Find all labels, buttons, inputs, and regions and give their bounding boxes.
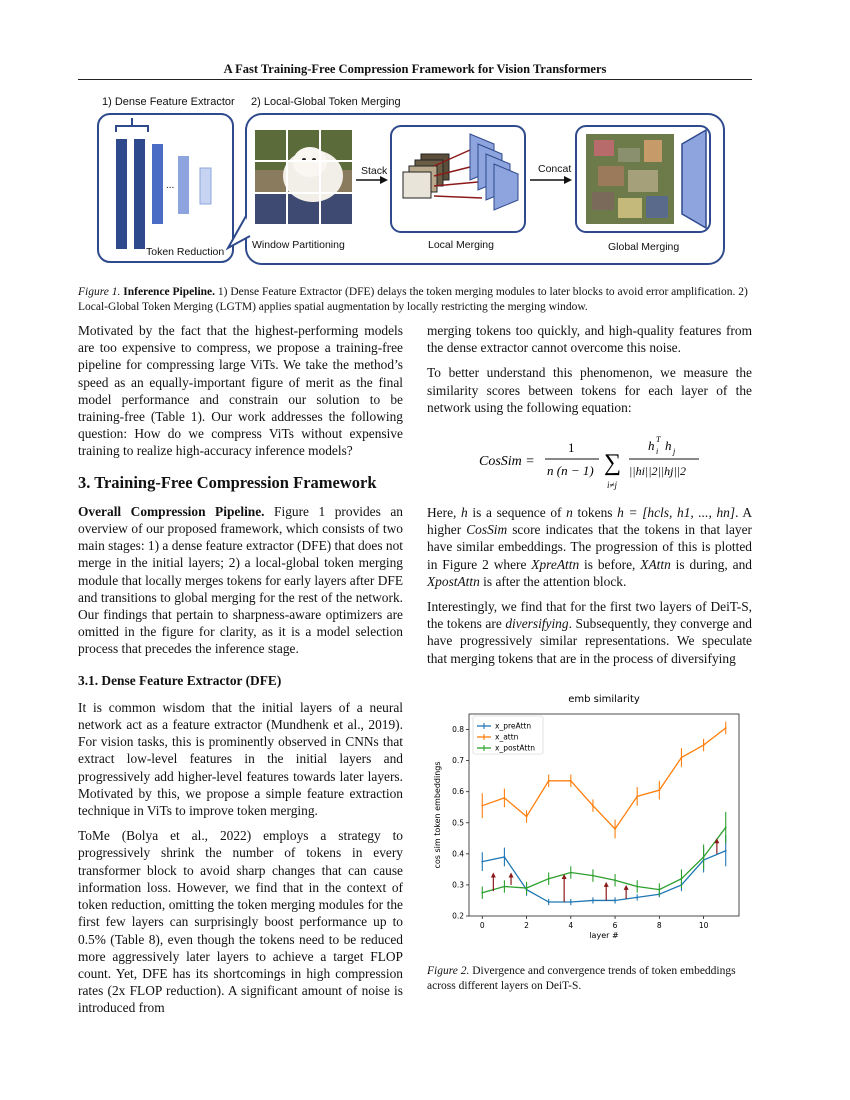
eq-frac-num-h2: h [665, 438, 672, 454]
window-partitioning-label: Window Partitioning [252, 239, 345, 251]
data-point-x_postAttn [703, 856, 705, 858]
header-rule [78, 79, 752, 80]
y-tick-label: 0.7 [452, 756, 464, 766]
y-tick-label: 0.3 [452, 880, 464, 890]
data-point-x_postAttn [481, 892, 483, 894]
data-point-x_preAttn [614, 900, 616, 902]
eq-frac-num-sub: i [656, 447, 659, 457]
left-paragraph-3: It is common wisdom that the initial layers of a neural network act as a feature extractor (Mundhenk et al., 2019). For vision tasks, this is prominently observed in CNNs that extract low-level features in the initial layers and progressively add higher-level features towards later layers. Motivated by this, we propose a simple feature extraction technique in ViTs to improve token merging. [78, 699, 403, 819]
data-point-x_attn [681, 757, 683, 759]
figure-2-caption [427, 964, 752, 994]
left-paragraph-4: ToMe (Bolya et al., 2022) employs a strategy to progressively shrink the number of tokens in every transformer block to avoid sharp changes that can cause information loss. However, we find that in the context of token reduction, omitting the token merging modules for the first few layers can surprisingly boost performance up to 0.5% (Table 8), even though the tokens need to be reduced more aggressively later layers to achieve a target FLOP count. Yet, DFE has its shortcomings in high compression rates (2x FLOP reduction). A significant amount of noise is introduced from [78, 828, 403, 1016]
caption-2-label: Figure 2. [427, 965, 470, 977]
data-point-x_postAttn [725, 827, 727, 829]
concat-label: Concat [538, 163, 572, 175]
data-point-x_attn [504, 797, 506, 799]
trend-arrowhead-icon [491, 872, 496, 877]
legend-label-x_attn: x_attn [495, 732, 519, 742]
caption-2-text: Divergence and convergence trends of token embeddings across different layers on DeiT-S. [427, 965, 736, 992]
data-point-x_attn [636, 795, 638, 797]
x-axis-label: layer # [589, 931, 619, 940]
chart-title: emb similarity [568, 694, 640, 705]
eq-lhs: CosSim = [479, 454, 535, 470]
data-point-x_postAttn [548, 878, 550, 880]
eq-frac-den: ||hi||2||hj||2 [629, 464, 687, 479]
runin-heading: Overall Compression Pipeline. [78, 503, 265, 519]
data-point-x_postAttn [526, 887, 528, 889]
subsection-heading: 3.1. Dense Feature Extractor (DFE) [78, 672, 282, 688]
x-tick-label: 2 [524, 921, 529, 930]
legend-label-x_postAttn: x_postAttn [495, 743, 536, 753]
section-heading: 3. Training-Free Compression Framework [78, 472, 377, 492]
data-point-x_attn [592, 805, 594, 807]
series-line-x_preAttn [482, 851, 725, 902]
data-point-x_attn [481, 805, 483, 807]
data-point-x_attn [614, 828, 616, 830]
right-column [427, 322, 752, 675]
figure-1-diagram [78, 88, 752, 278]
data-point-x_preAttn [725, 850, 727, 852]
data-point-x_postAttn [681, 878, 683, 880]
x-tick-label: 10 [698, 921, 709, 930]
data-point-x_preAttn [570, 901, 572, 903]
x-tick-label: 4 [568, 921, 574, 930]
figure-2 [427, 688, 752, 950]
eq-frac-num-h2-sub: j [673, 447, 676, 457]
sum-icon: ∑ [604, 450, 622, 477]
eq-num: 1 [568, 440, 575, 456]
figure-1-caption [78, 285, 752, 315]
merge-block-2 [178, 156, 189, 214]
left-column [78, 322, 403, 1025]
data-point-x_attn [658, 789, 660, 791]
token-reduction-label: Token Reduction [146, 246, 225, 258]
lgtm-label: 2) Local-Global Token Merging [251, 96, 401, 108]
data-point-x_preAttn [504, 856, 506, 858]
data-point-x_postAttn [504, 886, 506, 888]
concat-arrowhead-icon [564, 176, 572, 184]
x-tick-label: 8 [656, 921, 662, 930]
left-paragraph-2-text: Figure 1 provides an overview of our proposed framework, which consists of two main stages: 1) a dense feature extractor (DFE) that does not merge in the initial layers; 2) a local-global token merging module that locally merges tokens for early layers after DFE and transitions to global merging for the rest of the network. Our findings that pertain to sharpness-aware optimizers are omitted in the figure for clarity, as it is a model selection process that precedes the inference stage. [78, 503, 403, 657]
eq-frac-num-sup: T [656, 435, 661, 445]
y-tick-label: 0.2 [452, 911, 464, 921]
data-point-x_postAttn [592, 875, 594, 877]
merge-block-1 [152, 144, 163, 224]
legend-label-x_preAttn: x_preAttn [495, 721, 532, 731]
y-axis-label: cos sim token embeddings [433, 761, 442, 869]
right-paragraph-3: Here, h is a sequence of n tokens h = [hcls, h1, ..., hn]. A higher CosSim score indicates that the tokens in that layer have similar embeddings. The progression of this is plotted in Figure 2 where XpreAttn is before, XAttn is during, and XpostAttn is after the attention block. [427, 505, 753, 589]
stack-label: Stack [361, 165, 388, 177]
series-line-x_postAttn [482, 827, 725, 892]
dfe-label: 1) Dense Feature Extractor [102, 96, 235, 108]
y-tick-label: 0.6 [452, 787, 464, 797]
y-tick-label: 0.8 [452, 725, 464, 735]
y-tick-label: 0.5 [452, 818, 464, 828]
caption-1-label: Figure 1. [78, 286, 121, 298]
caption-1-title: Inference Pipeline. [123, 286, 216, 298]
running-header: A Fast Training-Free Compression Framework for Vision Transformers [223, 62, 607, 76]
data-point-x_preAttn [636, 896, 638, 898]
local-merging-label: Local Merging [428, 239, 494, 251]
eq-frac-num-h: h [648, 438, 655, 454]
stacked-patches [403, 154, 449, 198]
x-tick-label: 6 [612, 921, 618, 930]
stack-arrowhead-icon [380, 176, 388, 184]
dfe-block-2 [134, 139, 145, 249]
trend-arrowhead-icon [509, 872, 514, 877]
dog-image [255, 130, 352, 224]
data-point-x_attn [526, 816, 528, 818]
trend-arrowhead-icon [604, 882, 609, 887]
right-paragraph-1: merging tokens too quickly, and high-quality features from the dense extractor cannot overcome this noise. [427, 323, 752, 356]
dfe-block-1 [116, 139, 127, 249]
left-paragraph-1: Motivated by the fact that the highest-performing models are too expensive to compress, we propose a training-free pipeline for compressing large ViTs. We take the method’s speed as an equally-important figure of merit as the final model performance and constrain our solution to be training-free (Table 1). Our work addresses the following question: How do we compress ViTs without expensive training to realize high-accuracy inference models? [78, 323, 403, 459]
emb-similarity-chart [427, 688, 752, 950]
data-point-x_attn [703, 744, 705, 746]
global-merged-image [586, 134, 674, 224]
eq-den: n (n − 1) [547, 463, 594, 479]
data-point-x_preAttn [548, 901, 550, 903]
data-point-x_postAttn [636, 886, 638, 888]
data-point-x_attn [548, 780, 550, 782]
data-point-x_preAttn [481, 861, 483, 863]
data-point-x_attn [725, 727, 727, 729]
right-paragraph-4: Interestingly, we find that for the first two layers of DeiT-S, the tokens are diversifying. Subsequently, they converge and have progressively similar representations. We speculate that merging tokens that are in the process of diversifying [427, 599, 752, 666]
ellipsis-label: ... [166, 180, 175, 191]
global-merging-label: Global Merging [608, 241, 680, 253]
data-point-x_postAttn [658, 889, 660, 891]
data-point-x_postAttn [614, 879, 616, 881]
caption-1-text: 1) Dense Feature Extractor (DFE) delays the token merging modules to later blocks to avoid error amplification. 2) Local-Global Token Merging (LGTM) applies spatial augmentation by locally restricting the merging window. [78, 286, 748, 313]
data-point-x_preAttn [592, 900, 594, 902]
figure-1 [78, 88, 752, 278]
x-tick-label: 0 [479, 921, 485, 930]
brace-icon [116, 118, 148, 132]
y-tick-label: 0.4 [452, 849, 464, 859]
merge-block-3 [200, 168, 211, 204]
trend-arrowhead-icon [624, 885, 629, 890]
right-paragraph-2: To better understand this phenomenon, we measure the similarity scores between tokens for each layer of the network using the following equation: [427, 365, 752, 415]
cossim-equation [427, 424, 752, 494]
local-merge-layers [470, 134, 518, 210]
eq-sum-sub: i≠j [607, 480, 617, 491]
data-point-x_attn [570, 780, 572, 782]
global-merge-layer [682, 130, 706, 228]
left-paragraph-2 [78, 503, 403, 658]
data-point-x_postAttn [570, 872, 572, 874]
